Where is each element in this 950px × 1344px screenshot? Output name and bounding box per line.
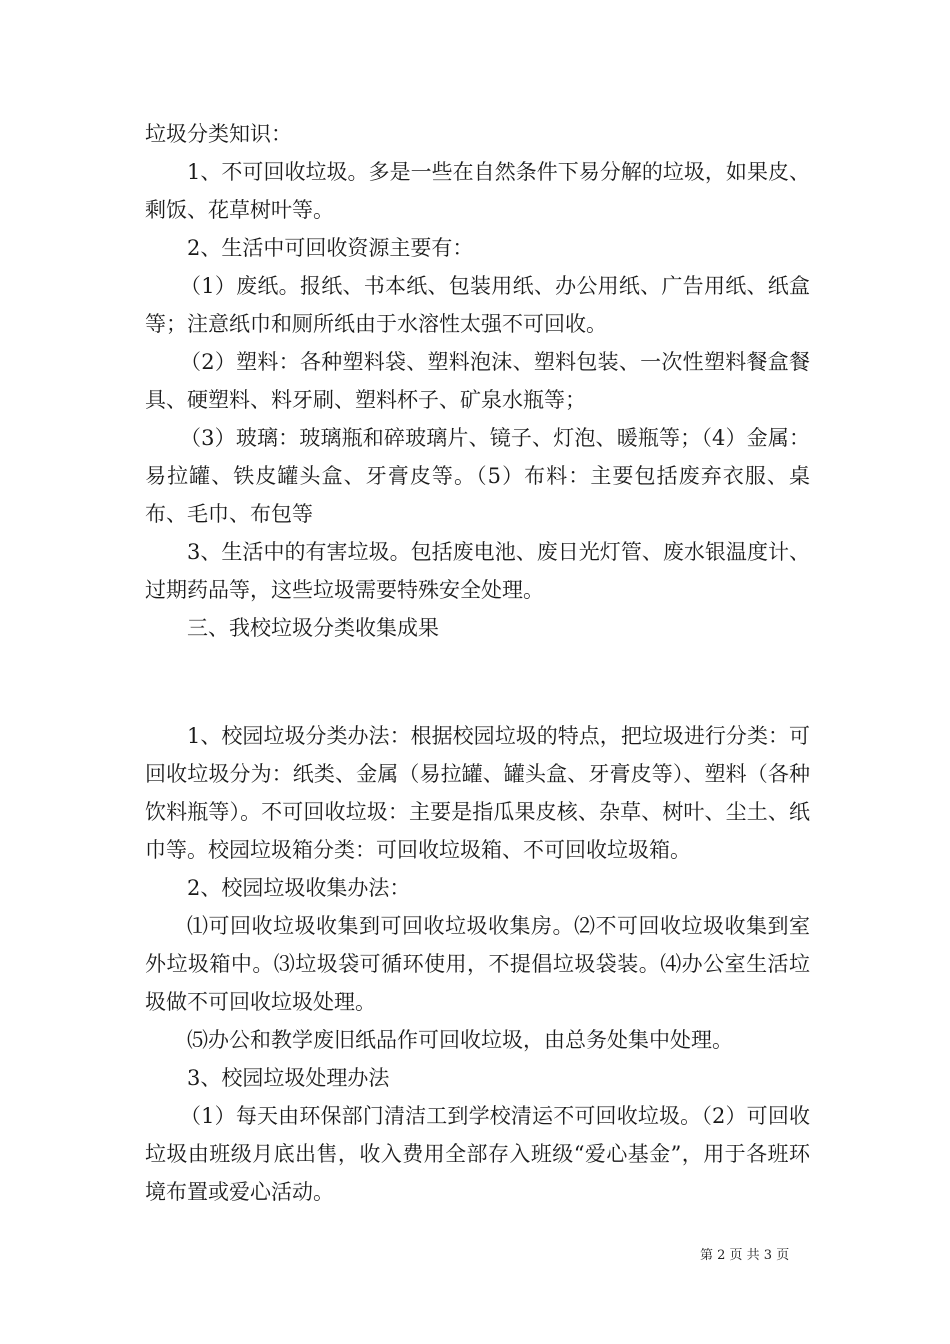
blank-spacer (145, 647, 810, 717)
paragraph-collection-heading: 2、校园垃圾收集办法： (187, 876, 411, 900)
paragraph-paper-handling: ⑸办公和教学废旧纸品作可回收垃圾，由总务处集中处理。 (187, 1028, 733, 1052)
paragraph-hazardous: 3、生活中的有害垃圾。包括废电池、废日光灯管、废水银温度计、过期药品等，这些垃圾需要特殊安全处理。 (145, 540, 810, 602)
paragraph-paper: （1）废纸。报纸、书本纸、包装用纸、办公用纸、广告用纸、纸盒等；注意纸巾和厕所纸由于水溶性太强不可回收。 (145, 274, 810, 336)
paragraph-non-recyclable: 1、不可回收垃圾。多是一些在自然条件下易分解的垃圾，如果皮、剩饭、花草树叶等。 (145, 160, 810, 222)
document-body (145, 115, 810, 1211)
paragraph-processing-methods: （1）每天由环保部门清洁工到学校清运不可回收垃圾。（2）可回收垃圾由班级月底出售，收入费用全部存入班级“爱心基金”，用于各班环境布置或爱心活动。 (145, 1104, 810, 1204)
paragraph-glass-metal-cloth: （3）玻璃：玻璃瓶和碎玻璃片、镜子、灯泡、暖瓶等；（4）金属：易拉罐、铁皮罐头盒、牙膏皮等。（5）布料：主要包括废弃衣服、桌布、毛巾、布包等 (145, 426, 810, 526)
section-heading-knowledge: 垃圾分类知识： (145, 122, 292, 146)
paragraph-recyclable-intro: 2、生活中可回收资源主要有： (187, 236, 474, 260)
section-heading-results: 三、我校垃圾分类收集成果 (187, 616, 439, 640)
page-number: 第 2 页 共 3 页 (700, 1248, 790, 1263)
paragraph-processing-heading: 3、校园垃圾处理办法 (187, 1066, 390, 1090)
paragraph-campus-classification: 1、校园垃圾分类办法：根据校园垃圾的特点，把垃圾进行分类：可回收垃圾分为：纸类、金属（易拉罐、罐头盒、牙膏皮等）、塑料（各种饮料瓶等）。不可回收垃圾：主要是指瓜果皮核、杂草、树叶、尘土、纸巾等。校园垃圾箱分类：可回收垃圾箱、不可回收垃圾箱。 (145, 724, 810, 862)
paragraph-plastic: （2）塑料：各种塑料袋、塑料泡沫、塑料包装、一次性塑料餐盒餐具、硬塑料、料牙刷、塑料杯子、矿泉水瓶等； (145, 350, 810, 412)
paragraph-collection-methods: ⑴可回收垃圾收集到可回收垃圾收集房。⑵不可回收垃圾收集到室外垃圾箱中。⑶垃圾袋可循环使用，不提倡垃圾袋装。⑷办公室生活垃圾做不可回收垃圾处理。 (145, 914, 810, 1014)
